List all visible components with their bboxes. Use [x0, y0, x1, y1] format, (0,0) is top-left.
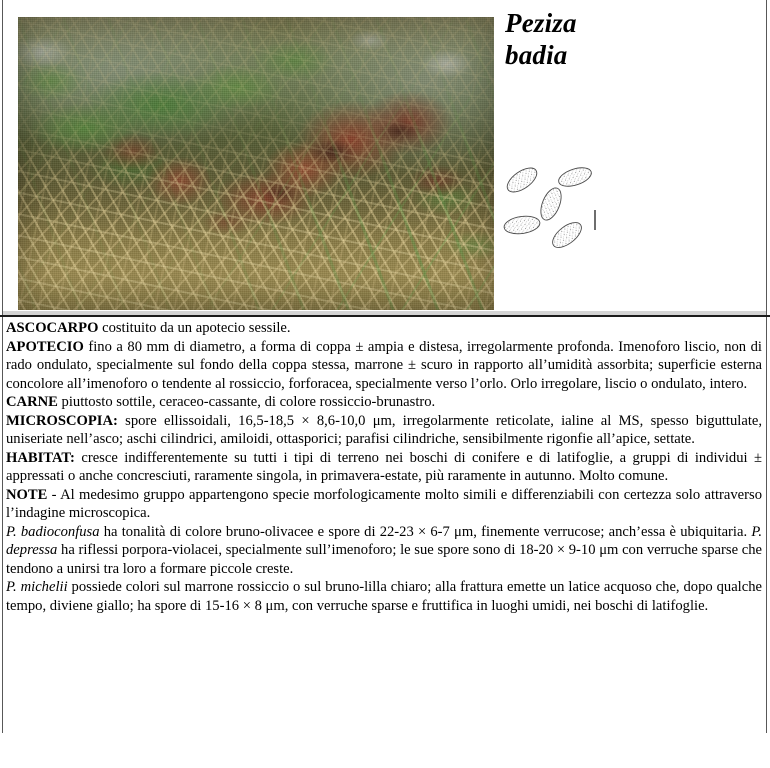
section-carne	[6, 393, 762, 412]
section-text: piuttosto sottile, ceraceo-cassante, di colore rossiccio-brunastro.	[61, 394, 436, 411]
section-label: APOTECIO	[6, 338, 84, 355]
spore-illustration	[496, 156, 606, 256]
species-name-italic: P. badioconfusa	[6, 523, 100, 540]
section-habitat	[6, 449, 762, 486]
section-label: MICROSCOPIA:	[6, 412, 118, 429]
species-genus: Peziza	[505, 8, 577, 38]
section-note	[6, 486, 762, 523]
similar-species-1	[6, 523, 762, 579]
spore-drawing-svg	[496, 156, 606, 256]
spore-3	[537, 185, 565, 223]
species-name-italic: P. depressa	[6, 523, 762, 559]
spore-4	[503, 214, 541, 236]
section-text: cresce indifferentemente su tutti i tipi di terreno nei boschi di conifere e di latifoglie, a gruppi di individui ± appressati o anche concresciuti, raramente singola, in primavera-estate, più raramente in autunno. Molto comune.	[6, 449, 762, 485]
photo-vignette-layer	[18, 17, 494, 310]
section-label-separator: -	[47, 486, 61, 503]
section-label: ASCOCARPO	[6, 320, 99, 336]
spore-2	[556, 164, 593, 190]
section-text: spore ellissoidali, 16,5-18,5 × 8,6-10,0 μm, irregolarmente reticolate, ialine al MS, spesso biguttulate, uniseriate nell’asco; aschi cilindrici, amiloidi, ottasporici; parafisi cilindriche, sensibilmente rigonfie all’apice, settate.	[6, 412, 762, 448]
section-label: HABITAT:	[6, 449, 75, 466]
species-title	[505, 8, 755, 71]
spore-5	[548, 218, 585, 252]
species-description-text: possiede colori sul marrone rossiccio o sul bruno-lilla chiaro; alla frattura emette un latice acquoso che, dopo qualche tempo, diviene giallo; ha spore di 15-16 × 8 μm, con verruche sparse e fruttifica in luoghi umidi, nei boschi di latifoglie.	[6, 579, 762, 614]
similar-species-2	[6, 578, 762, 615]
species-epithet: badia	[505, 39, 568, 70]
section-text: fino a 80 mm di diametro, a forma di coppa ± ampia e distesa, irregolarmente profonda. Imenoforo liscio, non di rado ondulato, specialmente sul fondo della coppa stessa, marrone ± scuro in rapporto all’umidità assorbita; superficie esterna concolore all’imenoforo o tendente al rossiccio, forforacea, specialmente verso l’orlo. Orlo irregolare, liscio o ondulato, intero.	[6, 338, 762, 392]
species-description-text: ha riflessi porpora-violacei, specialmente sull’imenoforo; le sue spore sono di 18-20 × 9-10 μm con verruche sparse che tendono a unirsi tra loro a formare piccole creste.	[6, 542, 762, 577]
section-label: NOTE	[6, 486, 48, 503]
species-photograph	[18, 17, 494, 310]
header-illustration-band	[0, 0, 770, 312]
separator-rule-dark	[0, 315, 770, 317]
section-apotecio	[6, 338, 762, 394]
section-text: Al medesimo gruppo appartengono specie morfologicamente molto simili e differenziabili con certezza solo attraverso l’indagine microscopica.	[6, 486, 762, 522]
section-text: costituito da un apotecio sessile.	[102, 320, 291, 336]
spore-1	[503, 163, 541, 196]
section-label: CARNE	[6, 394, 58, 411]
section-microscopia	[6, 412, 762, 449]
species-description	[6, 319, 762, 616]
species-description-text: ha tonalità di colore bruno-olivacee e spore di 22-23 × 6-7 μm, finemente verrucose; anch’essa è ubiquitaria.	[99, 523, 752, 540]
species-name-italic: P. michelii	[6, 579, 68, 596]
section-ascocarpo	[6, 319, 762, 338]
